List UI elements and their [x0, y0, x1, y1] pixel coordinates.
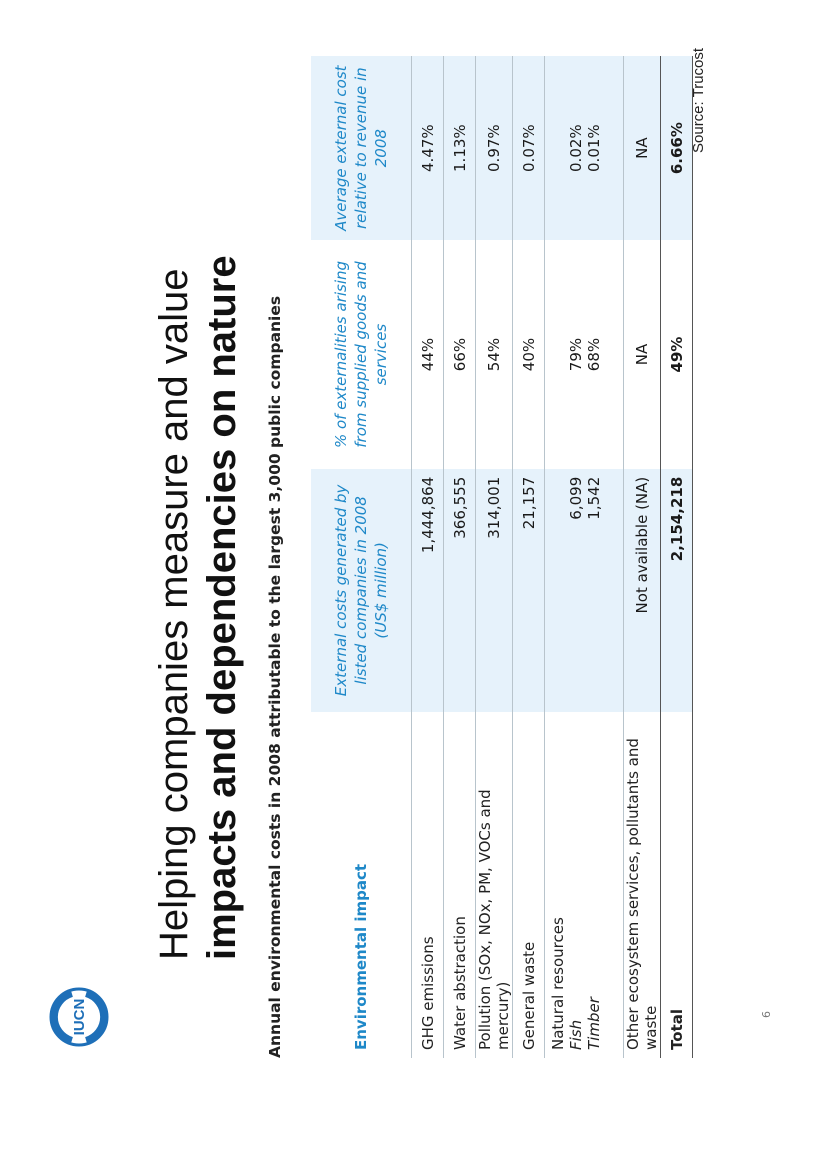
title-line-1: Helping companies measure and value — [152, 268, 196, 960]
fish-pct: 79% — [567, 337, 585, 372]
row-cost: 314,001 — [476, 469, 513, 712]
source-note: Source: Trucost — [690, 47, 707, 153]
row-cost: Not available (NA) — [624, 469, 661, 712]
page-title — [150, 100, 246, 960]
row-impact: Pollution (SOx, NOx, PM, VOCs and mercury) — [476, 712, 513, 1058]
row-avg: 1.13% — [444, 56, 476, 240]
table-row — [444, 56, 476, 1058]
row-impact: Water abstraction — [444, 712, 476, 1058]
table-row — [513, 56, 545, 1058]
total-pct: 49% — [661, 240, 693, 468]
row-impact: GHG emissions — [412, 712, 444, 1058]
title-line-2: impacts and dependencies on nature — [200, 255, 244, 960]
row-pct: 40% — [513, 240, 545, 468]
fish-cost: 6,099 — [567, 476, 585, 520]
table-row-total — [661, 56, 693, 1058]
row-cost — [545, 469, 624, 712]
row-impact — [545, 712, 624, 1058]
timber-avg: 0.01% — [585, 124, 603, 172]
table-row-natural-resources — [545, 56, 624, 1058]
row-avg: 0.07% — [513, 56, 545, 240]
row-avg: 4.47% — [412, 56, 444, 240]
page-number: 6 — [760, 1011, 773, 1018]
row-cost: 366,555 — [444, 469, 476, 712]
row-avg — [545, 56, 624, 240]
header-average-cost: Average external cost relative to revenue in 2008 — [311, 56, 412, 240]
fish-label: Fish — [567, 1019, 585, 1050]
timber-pct: 68% — [585, 337, 603, 372]
row-cost: 21,157 — [513, 469, 545, 712]
logo-text: IUCN — [71, 998, 88, 1036]
environmental-costs-table — [311, 56, 693, 1058]
table-row — [624, 56, 661, 1058]
row-pct: NA — [624, 240, 661, 468]
row-avg: 0.97% — [476, 56, 513, 240]
header-external-costs: External costs generated by listed companies in 2008 (US$ million) — [311, 469, 412, 712]
total-cost: 2,154,218 — [661, 469, 693, 712]
timber-label: Timber — [585, 997, 603, 1050]
row-pct — [545, 240, 624, 468]
timber-cost: 1,542 — [585, 476, 603, 520]
row-pct: 66% — [444, 240, 476, 468]
natural-resources-label: Natural resources — [549, 917, 567, 1050]
row-pct: 54% — [476, 240, 513, 468]
row-avg: NA — [624, 56, 661, 240]
row-impact: Other ecosystem services, pollutants and waste — [624, 712, 661, 1058]
total-label: Total — [661, 712, 693, 1058]
table-row — [476, 56, 513, 1058]
iucn-logo-icon — [48, 986, 110, 1048]
table-row — [412, 56, 444, 1058]
row-pct: 44% — [412, 240, 444, 468]
row-cost: 1,444,864 — [412, 469, 444, 712]
header-impact: Environmental impact — [352, 863, 370, 1050]
row-impact: General waste — [513, 712, 545, 1058]
total-avg: 6.66% — [661, 56, 693, 240]
fish-avg: 0.02% — [567, 124, 585, 172]
table-caption: Annual environmental costs in 2008 attributable to the largest 3,000 public companies — [266, 295, 284, 1058]
header-supplied-percent: % of externalities arising from supplied goods and services — [332, 260, 390, 449]
